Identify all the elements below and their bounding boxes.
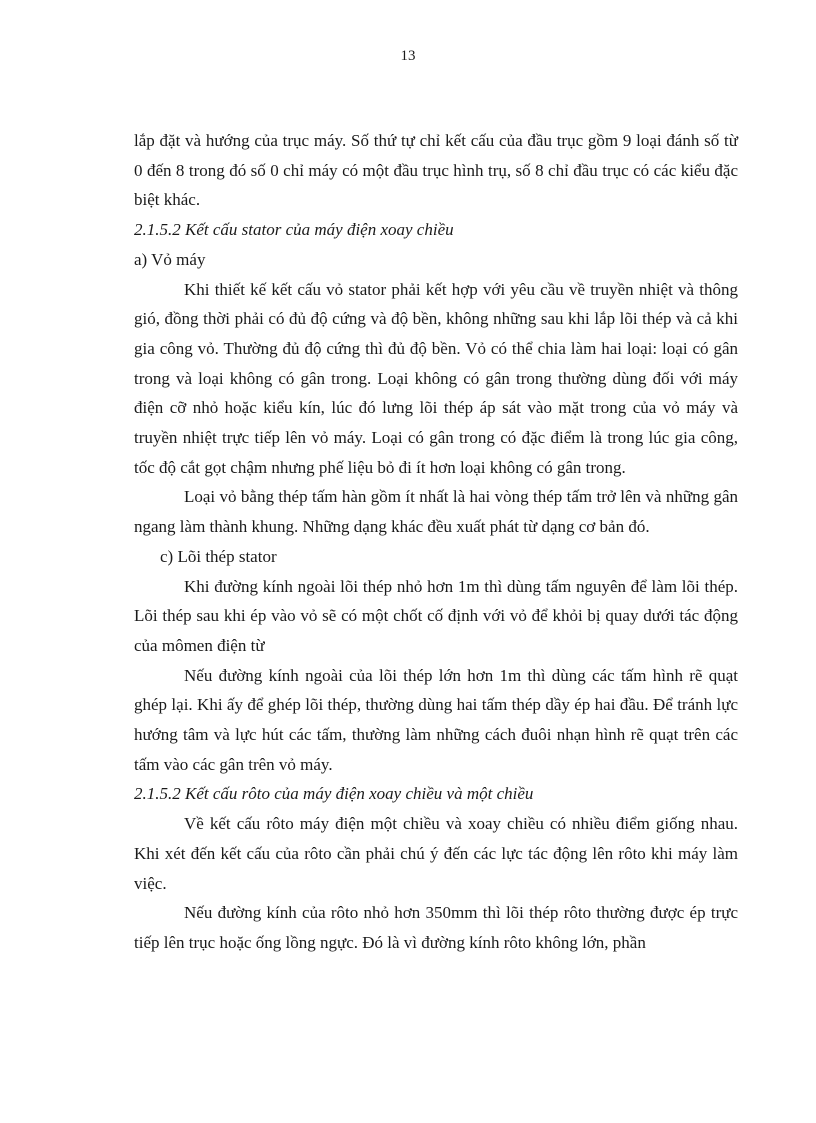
paragraph-rotor-overview: Về kết cấu rôto máy điện một chiều và xoay chiều có nhiều điểm giống nhau. Khi xét đến kết cấu của rôto cần phải chú ý đến các lực tác động lên rôto khi máy làm việc.	[134, 814, 738, 893]
section-heading-rotor-structure: 2.1.5.2 Kết cấu rôto của máy điện xoay chiều và một chiều	[134, 784, 534, 804]
subheading-stator-core: c) Lõi thép stator	[160, 546, 277, 566]
page-body	[134, 126, 738, 958]
paragraph-welded-housing: Loại vỏ bằng thép tấm hàn gồm ít nhất là hai vòng thép tấm trở lên và những gân ngang làm thành khung. Những dạng khác đều xuất phát từ dạng cơ bản đó.	[134, 487, 738, 537]
paragraph-housing-design: Khi thiết kế kết cấu vỏ stator phải kết hợp với yêu cầu về truyền nhiệt và thông gió, đồng thời phải có đủ độ cứng và độ bền, không những sau khi lắp lõi thép và cả khi gia công vỏ. Thường đủ độ cứng thì đủ độ bền. Vỏ có thể chia làm hai loại: loại có gân trong và loại không có gân trong. Loại không có gân trong thường dùng đối với máy điện cỡ nhỏ hoặc kiểu kín, lúc đó lưng lõi thép áp sát vào mặt trong của vỏ máy và truyền nhiệt trực tiếp lên vỏ máy. Loại có gân trong có đặc điểm là trong lúc gia công, tốc độ cắt gọt chậm nhưng phế liệu bỏ đi ít hơn loại không có gân trong.	[134, 279, 738, 477]
paragraph-core-small-diameter: Khi đường kính ngoài lõi thép nhỏ hơn 1m thì dùng tấm nguyên để làm lõi thép. Lõi thép sau khi ép vào vỏ sẽ có một chốt cố định với vỏ để khỏi bị quay dưới tác động của mômen điện từ	[134, 576, 738, 655]
paragraph-core-large-diameter: Nếu đường kính ngoài của lõi thép lớn hơn 1m thì dùng các tấm hình rẽ quạt ghép lại. Khi ấy để ghép lõi thép, thường dùng hai tấm thép dầy ép hai đầu. Để tránh lực hướng tâm và lực hút các tấm, thường làm những cách đuôi nhạn hình rẽ quạt trên các tấm vào các gân trên vỏ máy.	[134, 665, 738, 774]
section-heading-stator-structure: 2.1.5.2 Kết cấu stator của máy điện xoay chiều	[134, 220, 454, 240]
paragraph-shaft-numbering: lắp đặt và hướng của trục máy. Số thứ tự chỉ kết cấu của đầu trục gồm 9 loại đánh số từ 0 đến 8 trong đó số 0 chỉ máy có một đầu trục hình trụ, số 8 chỉ đầu trục có các kiểu đặc biệt khác.	[134, 131, 738, 210]
subheading-housing: a) Vỏ máy	[134, 249, 206, 269]
page-number: 13	[400, 48, 416, 64]
paragraph-rotor-small-diameter: Nếu đường kính của rôto nhỏ hơn 350mm thì lõi thép rôto thường được ép trực tiếp lên trục hoặc ống lồng ngực. Đó là vì đường kính rôto không lớn, phần	[134, 903, 738, 952]
